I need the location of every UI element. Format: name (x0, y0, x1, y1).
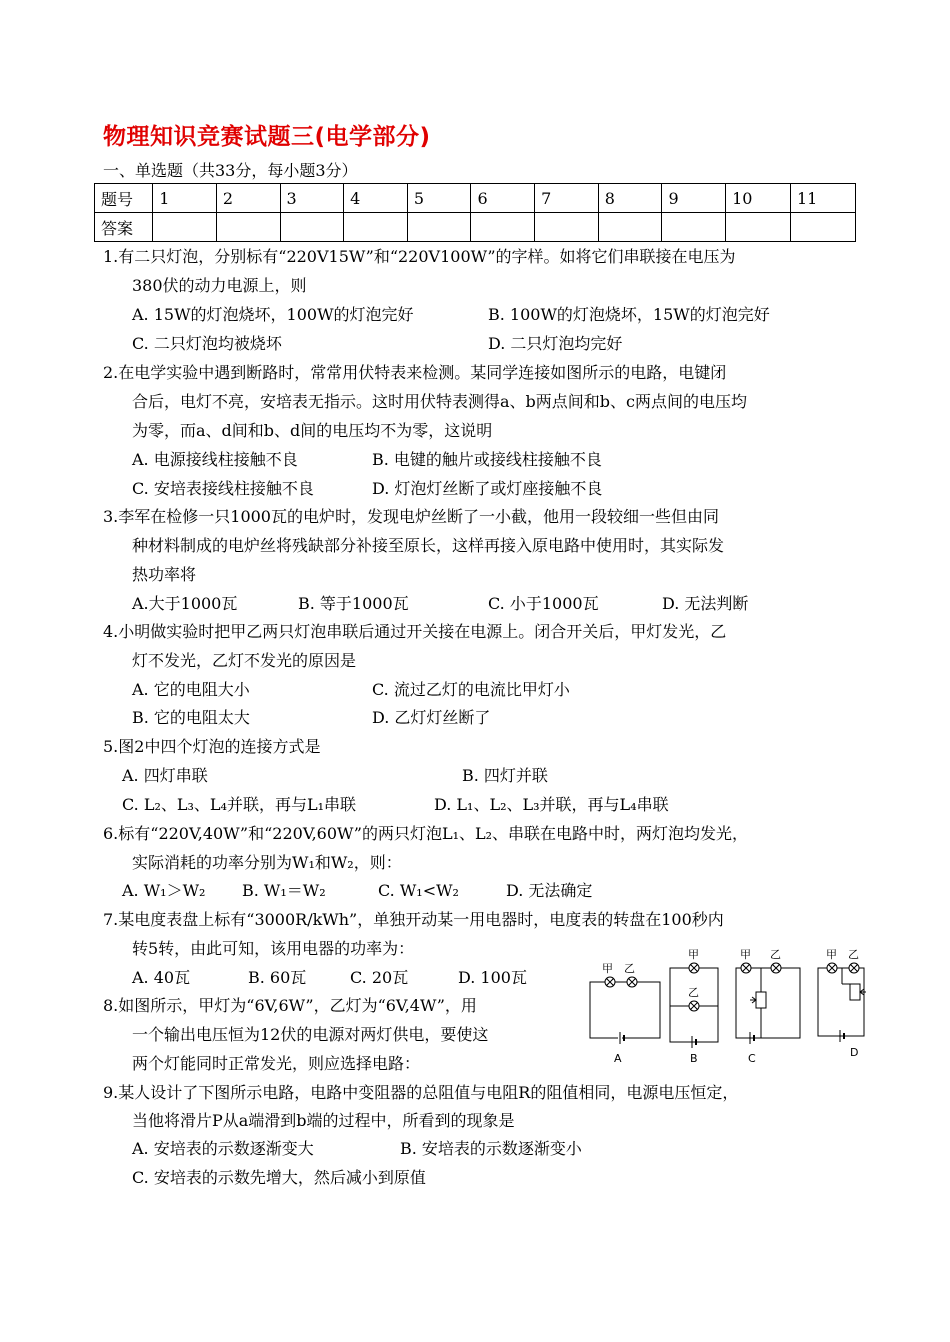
question-4-text: 灯不发光，乙灯不发光的原因是 (132, 651, 357, 670)
option-a[interactable]: A. 15W的灯泡烧坏，100W的灯泡完好 (132, 305, 414, 324)
lamp-yi-label: 乙 (624, 962, 635, 975)
answer-cell[interactable] (790, 213, 855, 242)
table-row (95, 184, 856, 213)
circuit-label-b: B (690, 1052, 698, 1065)
option-d[interactable]: D. 灯泡灯丝断了或灯座接触不良 (372, 479, 603, 498)
lamp-yi-label: 乙 (688, 986, 699, 999)
answer-cell[interactable] (726, 213, 791, 242)
question-7-text: 7.某电度表盘上标有“3000R/kWh”，单独开动某一用电器时，电度表的转盘在100秒内 (103, 910, 724, 929)
table-cell: 1 (153, 184, 217, 213)
lamp-yi-label: 乙 (770, 948, 781, 961)
option-d[interactable]: D. 乙灯灯丝断了 (372, 708, 491, 727)
option-b[interactable]: B. 四灯并联 (462, 766, 548, 785)
circuit-label-c: C (748, 1052, 756, 1065)
option-b[interactable]: B. 安培表的示数逐渐变小 (400, 1139, 582, 1158)
option-c[interactable]: C. 小于1000瓦 (488, 594, 599, 613)
answer-cell[interactable] (280, 213, 344, 242)
question-9-text: 9.某人设计了下图所示电路，电路中变阻器的总阻值与电阻R的阻值相同，电源电压恒定， (103, 1083, 739, 1102)
lamp-jia-label: 甲 (740, 948, 751, 961)
table-cell: 2 (216, 184, 280, 213)
answer-cell[interactable] (662, 213, 726, 242)
option-b[interactable]: B. 100W的灯泡烧坏，15W的灯泡完好 (488, 305, 770, 324)
table-cell: 11 (790, 184, 855, 213)
option-d[interactable]: D. L₁、L₂、L₃并联，再与L₄串联 (434, 795, 669, 814)
option-c[interactable]: C. 二只灯泡均被烧坏 (132, 334, 282, 353)
question-6-text: 6.标有“220V,40W”和“220V,60W”的两只灯泡L₁、L₂、串联在电路中时，两灯泡均发光， (103, 824, 749, 843)
table-cell: 4 (344, 184, 408, 213)
option-a[interactable]: A. 电源接线柱接触不良 (132, 450, 298, 469)
section-heading: 一、单选题（共33分，每小题3分） (103, 161, 358, 180)
option-c[interactable]: C. 20瓦 (350, 968, 409, 987)
table-cell: 题号 (95, 184, 153, 213)
question-3-text: 种材料制成的电炉丝将残缺部分补接至原长，这样再接入原电路中使用时，其实际发 (132, 536, 725, 555)
question-6-text: 实际消耗的功率分别为W₁和W₂，则： (132, 853, 402, 872)
answer-table (94, 183, 856, 242)
table-cell: 8 (598, 184, 662, 213)
question-3-text: 热功率将 (132, 565, 197, 584)
question-3-text: 3.李军在检修一只1000瓦的电炉时，发现电炉丝断了一小截，他用一段较细一些但由同 (103, 507, 719, 526)
question-5-text: 5.图2中四个灯泡的连接方式是 (103, 737, 321, 756)
lamp-yi-label: 乙 (848, 948, 859, 961)
table-cell: 7 (535, 184, 599, 213)
question-8-text: 一个输出电压恒为12伏的电源对两灯供电，要使这 (132, 1025, 489, 1044)
table-cell: 答案 (95, 213, 153, 242)
lamp-jia-label: 甲 (688, 948, 699, 961)
option-a[interactable]: A. 40瓦 (132, 968, 191, 987)
answer-cell[interactable] (471, 213, 535, 242)
option-c[interactable]: C. 安培表接线柱接触不良 (132, 479, 314, 498)
answer-cell[interactable] (407, 213, 471, 242)
question-2-text: 合后，电灯不亮，安培表无指示。这时用伏特表测得a、b两点间和b、c两点间的电压均 (132, 392, 747, 411)
question-8-text: 8.如图所示，甲灯为“6V,6W”，乙灯为“6V,4W”，用 (103, 996, 477, 1015)
table-row (95, 213, 856, 242)
option-b[interactable]: B. W₁＝W₂ (242, 881, 326, 900)
answer-cell[interactable] (598, 213, 662, 242)
option-b[interactable]: B. 电键的触片或接线柱接触不良 (372, 450, 602, 469)
option-c[interactable]: C. 流过乙灯的电流比甲灯小 (372, 680, 570, 699)
question-2-text: 为零，而a、d间和b、d间的电压均不为零，这说明 (132, 421, 493, 440)
question-7-text: 转5转，由此可知，该用电器的功率为： (132, 939, 415, 958)
option-a[interactable]: A. 它的电阻大小 (132, 680, 250, 699)
lamp-jia-label: 甲 (826, 948, 837, 961)
answer-cell[interactable] (344, 213, 408, 242)
option-a[interactable]: A. 四灯串联 (122, 766, 208, 785)
question-9-text: 当他将滑片P从a端滑到b端的过程中，所看到的现象是 (132, 1111, 515, 1130)
option-b[interactable]: B. 60瓦 (248, 968, 307, 987)
question-4-text: 4.小明做实验时把甲乙两只灯泡串联后通过开关接在电源上。闭合开关后，甲灯发光，乙 (103, 622, 727, 641)
question-8-text: 两个灯能同时正常发光，则应选择电路： (132, 1054, 421, 1073)
option-b[interactable]: B. 等于1000瓦 (298, 594, 409, 613)
lamp-jia-label: 甲 (602, 962, 613, 975)
question-2-text: 2.在电学实验中遇到断路时，常常用伏特表来检测。某同学连接如图所示的电路，电键闭 (103, 363, 727, 382)
answer-cell[interactable] (216, 213, 280, 242)
question-1-text: 1.有二只灯泡，分别标有“220V15W”和“220V100W”的字样。如将它们串联接在电压为 (103, 247, 736, 266)
circuit-label-d: D (850, 1046, 859, 1059)
page-title: 物理知识竞赛试题三(电学部分) (103, 124, 431, 150)
option-d[interactable]: D. 100瓦 (458, 968, 527, 987)
option-d[interactable]: D. 无法判断 (662, 594, 749, 613)
answer-cell[interactable] (153, 213, 217, 242)
option-d[interactable]: D. 二只灯泡均完好 (488, 334, 623, 353)
circuit-diagrams-figure (584, 944, 872, 1066)
table-cell: 6 (471, 184, 535, 213)
option-d[interactable]: D. 无法确定 (506, 881, 593, 900)
option-c[interactable]: C. 安培表的示数先增大，然后减小到原值 (132, 1168, 426, 1187)
option-b[interactable]: B. 它的电阻太大 (132, 708, 250, 727)
option-a[interactable]: A.大于1000瓦 (132, 594, 238, 613)
option-c[interactable]: C. L₂、L₃、L₄并联，再与L₁串联 (122, 795, 357, 814)
table-cell: 10 (726, 184, 791, 213)
option-a[interactable]: A. 安培表的示数逐渐变大 (132, 1139, 314, 1158)
answer-cell[interactable] (535, 213, 599, 242)
table-cell: 9 (662, 184, 726, 213)
circuit-label-a: A (614, 1052, 622, 1065)
option-c[interactable]: C. W₁<W₂ (378, 881, 459, 900)
table-cell: 5 (407, 184, 471, 213)
option-a[interactable]: A. W₁＞W₂ (122, 881, 206, 900)
table-cell: 3 (280, 184, 344, 213)
question-1-text: 380伏的动力电源上，则 (132, 276, 307, 295)
